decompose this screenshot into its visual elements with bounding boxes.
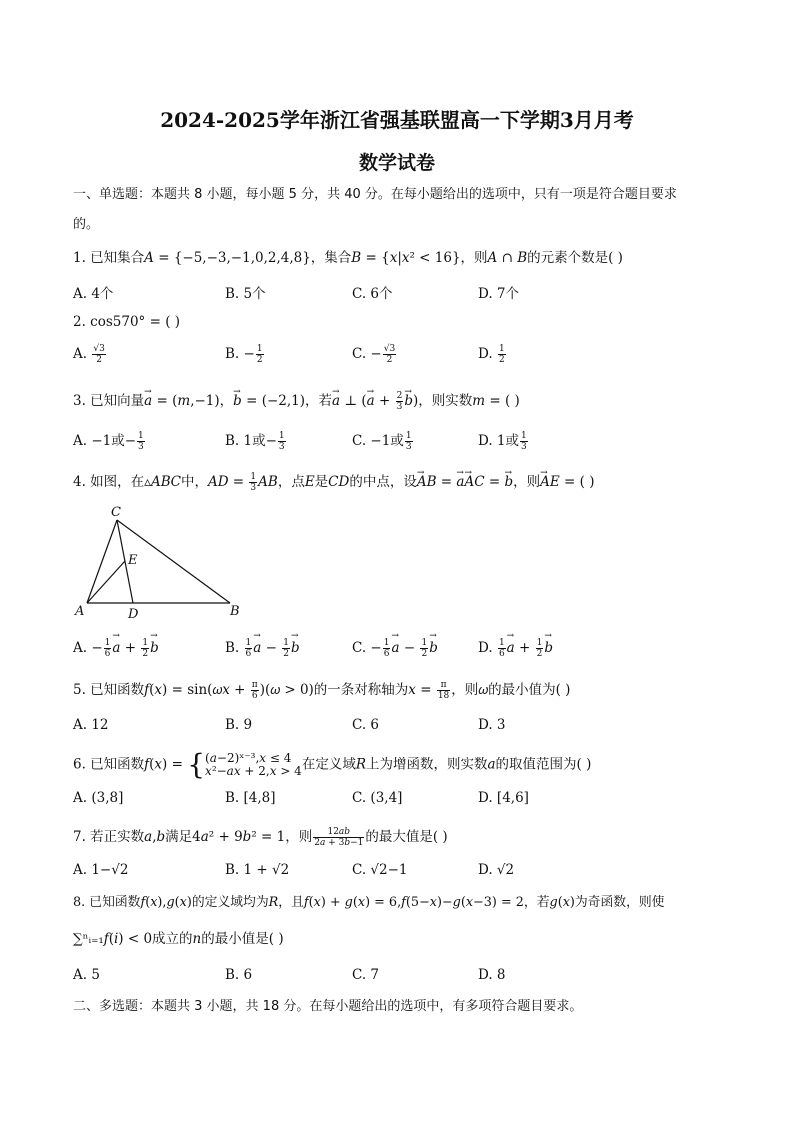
vec-AB: → 𝐴𝐵	[417, 473, 437, 491]
q3-stem	[73, 391, 723, 412]
q7-stem-a: 7. 若正实数𝑎,𝑏满足4𝑎² + 9𝑏² = 1，则	[73, 829, 313, 845]
q1-option-c[interactable]: C. 6个	[352, 286, 393, 302]
q5-stem	[73, 680, 723, 701]
q3-stem-e: +	[374, 393, 395, 409]
frac	[251, 680, 259, 701]
frac-num: 1	[498, 344, 505, 354]
q4-option-c[interactable]	[352, 638, 438, 659]
frac-den: 2	[536, 649, 543, 659]
label-a: A	[75, 604, 85, 619]
frac-num: 1	[142, 638, 149, 648]
frac	[245, 638, 253, 659]
piecewise-cases	[205, 752, 302, 778]
q4-option-a-label: A. −	[73, 640, 103, 656]
q4-stem	[73, 472, 723, 493]
frac	[282, 638, 290, 659]
vec-a: → 𝑎	[253, 640, 261, 656]
frac-num: 1	[405, 431, 412, 441]
q2-option-a[interactable]	[73, 344, 107, 365]
q8-options	[73, 967, 723, 987]
section1-heading-line2: 的。	[73, 217, 100, 232]
q6-stem	[73, 748, 723, 781]
vec-b: → 𝑏	[544, 640, 553, 656]
q4-option-d[interactable]	[478, 638, 553, 659]
triangle-figure	[70, 500, 260, 625]
q2-option-c-label: C. −	[352, 346, 382, 362]
frac-num: 1	[250, 472, 257, 482]
frac	[383, 638, 391, 659]
q3-option-c[interactable]	[352, 429, 414, 452]
q3-option-b-label: B. 1或−	[225, 433, 277, 449]
sign: +	[514, 640, 535, 656]
q7-option-c[interactable]: C. √2−1	[352, 862, 408, 878]
exam-subtitle: 数学试卷	[358, 152, 435, 174]
q2-option-a-label: A.	[73, 346, 88, 362]
q8-stem-line2: ∑ⁿᵢ₌₁𝑓(𝑖) < 0成立的𝑛的最小值是( )	[73, 931, 284, 947]
q1-option-d[interactable]: D. 7个	[478, 286, 520, 302]
section2-heading: 二、多选题：本题共 3 小题，共 18 分。在每小题给出的选项中，有多项符合题目要求。	[73, 999, 583, 1014]
q7-stem-b: 的最大值是( )	[365, 829, 448, 845]
q3-frac	[396, 391, 404, 412]
q8-option-d[interactable]: D. 8	[478, 967, 506, 983]
frac-den: 2𝑎 + 3𝑏−1	[314, 838, 364, 848]
q4-stem-d: ，则	[513, 474, 541, 490]
q6-options	[73, 790, 723, 810]
q2-option-b-label: B. −	[225, 346, 255, 362]
q5-options	[73, 717, 723, 737]
frac-num: 1	[521, 431, 527, 441]
q4-frac	[249, 472, 257, 493]
q2-option-d-label: D.	[478, 346, 493, 362]
q6-stem-a: 6. 已知函数𝑓(𝑥) =	[73, 756, 188, 773]
q4-stem-c: =	[436, 474, 457, 490]
q4-option-d-label: D.	[478, 640, 497, 656]
q6-option-d[interactable]: D. [4,6]	[478, 790, 529, 806]
q4-stem-e: = ( )	[559, 474, 595, 490]
frac-num: 1	[104, 638, 111, 648]
frac-num: π	[251, 680, 258, 690]
frac-num: 1	[421, 638, 428, 648]
frac-num: 12𝑎𝑏	[313, 827, 364, 838]
q2-frac-b	[256, 344, 264, 365]
frac-num: 1	[245, 638, 252, 648]
q5-option-d[interactable]: D. 3	[478, 717, 506, 733]
q6-option-c[interactable]: C. (3,4]	[352, 790, 403, 806]
q5-stem-a: 5. 已知函数𝑓(𝑥) = sin(𝜔𝑥 +	[73, 682, 250, 698]
frac-den: 3	[138, 442, 144, 452]
frac-den: 6	[498, 649, 505, 659]
q1-option-b[interactable]: B. 5个	[225, 286, 266, 302]
vec-b: → 𝑏	[233, 392, 242, 410]
q4-stem-b: 𝐴𝐵，点𝐸是𝐶𝐷的中点，设	[258, 474, 417, 490]
frac-num: √3	[93, 344, 105, 354]
frac	[313, 827, 364, 848]
q3-options	[73, 429, 723, 452]
label-e: E	[128, 553, 138, 568]
q3-option-b[interactable]	[225, 429, 287, 452]
q2-option-c[interactable]	[352, 344, 397, 365]
q3-stem-a: 3. 已知向量	[73, 393, 145, 409]
vec-a: → 𝑎	[144, 392, 152, 410]
label-c: C	[111, 505, 121, 520]
q6-option-b[interactable]: B. [4,8]	[225, 790, 276, 806]
q5-stem-c: ，则𝜔的最小值为( )	[451, 682, 571, 698]
q4-options	[73, 638, 723, 658]
frac-num: 1	[383, 638, 390, 648]
frac-num: 1	[256, 344, 263, 354]
q3-option-a-label: A. −1或−	[73, 433, 137, 449]
q4-stem-a: 4. 如图，在▵𝐴𝐵𝐶中，𝐴𝐷 =	[73, 474, 249, 490]
q7-option-d[interactable]: D. √2	[478, 862, 515, 878]
q2-stem: 2. cos570° = ( )	[73, 314, 181, 330]
frac-den: 6	[383, 649, 390, 659]
sign: +	[120, 640, 141, 656]
frac	[498, 638, 506, 659]
frac-den: 2	[421, 649, 428, 659]
vec-a: → 𝑎	[391, 640, 399, 656]
q1-options	[73, 282, 723, 302]
q3-frac-b	[278, 431, 286, 452]
q3-frac-d	[520, 431, 528, 452]
frac-num: π	[437, 680, 450, 691]
q3-stem-c: = (−2,1)，若	[241, 393, 333, 409]
frac-den: 3	[405, 442, 412, 452]
frac-num: √3	[383, 344, 396, 354]
piece-1: (𝑎−2)ˣ⁻³,𝑥 ≤ 4	[205, 751, 292, 765]
vec-b: → 𝑏	[150, 640, 159, 656]
label-b: B	[230, 604, 240, 619]
q2-option-d[interactable]	[478, 344, 507, 365]
piece-2: 𝑥²−𝑎𝑥 + 2,𝑥 > 4	[205, 764, 302, 778]
frac-den: 3	[250, 483, 257, 493]
q3-stem-d: ⊥ (	[340, 393, 367, 409]
vec-AC: → 𝐴𝐶	[464, 473, 484, 491]
vec-b: → 𝑏	[429, 640, 438, 656]
frac-den: 3	[396, 402, 403, 412]
exam-title: 2024-2025学年浙江省强基联盟高一下学期3月月考	[160, 108, 634, 132]
q4-eq: =	[484, 474, 505, 490]
frac-num: 1	[278, 431, 285, 441]
vec-a: → 𝑎	[507, 640, 515, 656]
q7-options	[73, 862, 723, 882]
vec-b: → 𝑏	[504, 473, 513, 491]
sign: −	[261, 640, 282, 656]
q2-frac-c	[383, 344, 396, 365]
frac-den: 2	[256, 355, 263, 365]
q7-option-b[interactable]: B. 1 + √2	[225, 862, 290, 878]
frac-den: 3	[521, 442, 527, 452]
frac	[141, 638, 149, 659]
segment-ac	[87, 520, 117, 603]
frac-den: 2	[498, 355, 505, 365]
q4-option-b-label: B.	[225, 640, 244, 656]
q4-option-b[interactable]	[225, 638, 300, 659]
sign: −	[399, 640, 420, 656]
q3-frac-c	[405, 431, 413, 452]
frac-den: 6	[251, 691, 258, 701]
q3-option-a[interactable]	[73, 429, 146, 452]
q8-option-b[interactable]: B. 6	[225, 967, 253, 983]
q5-stem-b: )(𝜔 > 0)的一条对称轴为𝑥 =	[259, 682, 436, 698]
q7-option-a[interactable]: A. 1−√2	[73, 862, 129, 878]
frac-den: 2	[142, 649, 149, 659]
vec-b: → 𝑏	[404, 392, 413, 410]
frac	[104, 638, 112, 659]
q8-option-a[interactable]: A. 5	[73, 967, 100, 983]
q2-options	[73, 344, 723, 364]
q8-stem-line1: 8. 已知函数𝑓(𝑥),𝑔(𝑥)的定义域均为𝑅，且𝑓(𝑥) + 𝑔(𝑥) = 6,𝑓(5−𝑥)−𝑔(𝑥−3) = 2，若𝑔(𝑥)为奇函数，则使	[73, 895, 665, 910]
q3-option-d-label: D. 1或	[478, 433, 520, 449]
q4-option-a[interactable]	[73, 638, 159, 659]
section1-heading-line1: 一、单选题：本题共 8 小题，每小题 5 分，共 40 分。在每小题给出的选项中，只有一项是符合题目要求	[73, 187, 677, 202]
q3-option-c-label: C. −1或	[352, 433, 404, 449]
frac-num: 1	[498, 638, 505, 648]
vec-b: → 𝑏	[291, 640, 300, 656]
frac	[437, 680, 450, 701]
q7-stem	[73, 827, 723, 848]
q2-option-b[interactable]	[225, 344, 265, 365]
vec-a: → 𝑎	[456, 473, 464, 491]
vec-a: → 𝑎	[332, 392, 340, 410]
q4-option-c-label: C. −	[352, 640, 382, 656]
frac	[536, 638, 544, 659]
q3-option-d[interactable]	[478, 429, 529, 452]
frac-den: 2	[283, 649, 289, 659]
q5-option-c[interactable]: C. 6	[352, 717, 380, 733]
q2-frac-a	[92, 344, 105, 365]
vec-a: → 𝑎	[367, 392, 375, 410]
frac-den: 3	[278, 442, 285, 452]
segment-ae	[87, 561, 125, 603]
label-d: D	[128, 607, 139, 622]
frac-num: 1	[283, 638, 289, 648]
q5-option-a[interactable]: A. 12	[73, 717, 109, 733]
piecewise-function	[187, 748, 302, 781]
q3-stem-f: )，则实数𝑚 = ( )	[413, 393, 520, 409]
frac-den: 6	[104, 649, 111, 659]
q1-option-a[interactable]: A. 4个	[73, 286, 114, 302]
frac-num: 1	[138, 431, 144, 441]
frac-num: 1	[536, 638, 543, 648]
q5-option-b[interactable]: B. 9	[225, 717, 253, 733]
vec-AE: → 𝐴𝐸	[540, 473, 560, 491]
frac-den: 2	[96, 355, 102, 365]
frac-num: 2	[396, 391, 403, 401]
q1-stem: 1. 已知集合𝐴 = {−5,−3,−1,0,2,4,8}，集合𝐵 = {𝑥|𝑥² < 16}，则𝐴 ∩ 𝐵的元素个数是( )	[73, 250, 623, 266]
q3-frac-a	[137, 431, 145, 452]
vec-a: → 𝑎	[112, 640, 120, 656]
frac-den: 2	[386, 355, 393, 365]
q3-stem-b: = (𝑚,−1)，	[152, 393, 234, 409]
q6-stem-b: 在定义域𝑅上为增函数，则实数𝑎的取值范围为( )	[301, 756, 592, 773]
q8-option-c[interactable]: C. 7	[352, 967, 380, 983]
q6-option-a[interactable]: A. (3,8]	[73, 790, 124, 806]
frac-den: 18	[437, 691, 450, 701]
frac	[420, 638, 428, 659]
q2-frac-d	[498, 344, 506, 365]
left-brace-icon: {	[187, 748, 206, 781]
frac-den: 6	[245, 649, 252, 659]
